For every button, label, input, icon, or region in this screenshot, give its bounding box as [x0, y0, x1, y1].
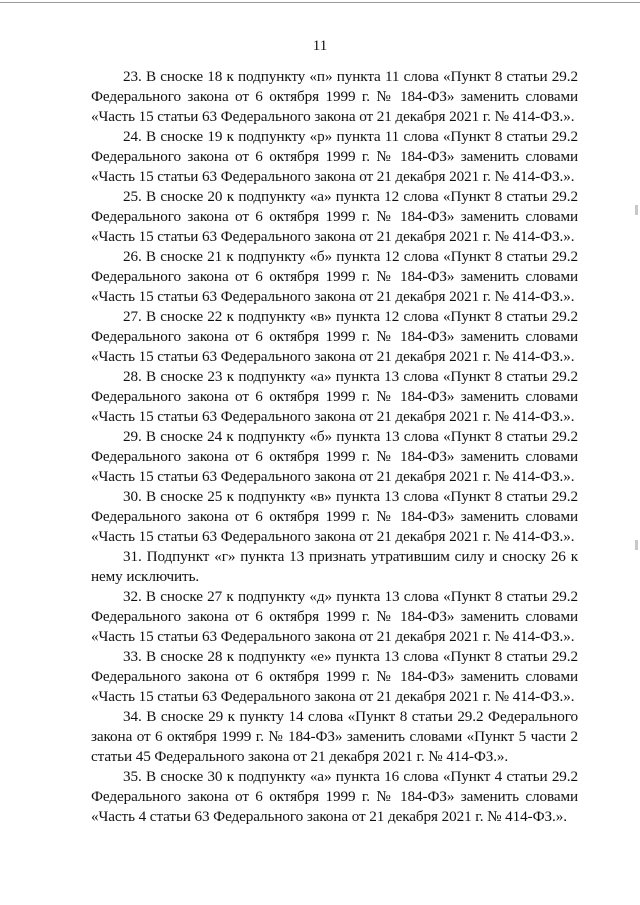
scan-top-edge [0, 2, 640, 3]
paragraph-30: 30. В сноске 25 к подпункту «в» пункта 13 слова «Пункт 8 статьи 29.2 Федерального закона от 6 октября 1999 г. № 184-ФЗ» заменить словами «Часть 15 статьи 63 Федерального закона от 21 декабря 2021 г. № 414-ФЗ.». [91, 488, 578, 545]
paragraph-31: 31. Подпункт «г» пункта 13 признать утратившим силу и сноску 26 к нему исключить. [91, 548, 578, 585]
paragraph-27: 27. В сноске 22 к подпункту «в» пункта 12 слова «Пункт 8 статьи 29.2 Федерального закона от 6 октября 1999 г. № 184-ФЗ» заменить словами «Часть 15 статьи 63 Федерального закона от 21 декабря 2021 г. № 414-ФЗ.». [91, 308, 578, 365]
document-body [91, 67, 578, 827]
paragraph-25: 25. В сноске 20 к подпункту «а» пункта 12 слова «Пункт 8 статьи 29.2 Федерального закона от 6 октября 1999 г. № 184-ФЗ» заменить словами «Часть 15 статьи 63 Федерального закона от 21 декабря 2021 г. № 414-ФЗ.». [91, 188, 578, 245]
paragraph-32: 32. В сноске 27 к подпункту «д» пункта 13 слова «Пункт 8 статьи 29.2 Федерального закона от 6 октября 1999 г. № 184-ФЗ» заменить словами «Часть 15 статьи 63 Федерального закона от 21 декабря 2021 г. № 414-ФЗ.». [91, 588, 578, 645]
paragraph-34: 34. В сноске 29 к пункту 14 слова «Пункт 8 статьи 29.2 Федерального закона от 6 октября 1999 г. № 184-ФЗ» заменить словами «Пункт 5 части 2 статьи 45 Федерального закона от 21 декабря 2021 г. № 414-ФЗ.». [91, 708, 578, 765]
scan-margin-mark [635, 540, 638, 550]
paragraph-26: 26. В сноске 21 к подпункту «б» пункта 12 слова «Пункт 8 статьи 29.2 Федерального закона от 6 октября 1999 г. № 184-ФЗ» заменить словами «Часть 15 статьи 63 Федерального закона от 21 декабря 2021 г. № 414-ФЗ.». [91, 248, 578, 305]
paragraph-33: 33. В сноске 28 к подпункту «е» пункта 13 слова «Пункт 8 статьи 29.2 Федерального закона от 6 октября 1999 г. № 184-ФЗ» заменить словами «Часть 15 статьи 63 Федерального закона от 21 декабря 2021 г. № 414-ФЗ.». [91, 648, 578, 705]
page-number: 11 [312, 38, 328, 54]
paragraph-23: 23. В сноске 18 к подпункту «п» пункта 11 слова «Пункт 8 статьи 29.2 Федерального закона от 6 октября 1999 г. № 184-ФЗ» заменить словами «Часть 15 статьи 63 Федерального закона от 21 декабря 2021 г. № 414-ФЗ.». [91, 68, 578, 125]
paragraph-24: 24. В сноске 19 к подпункту «р» пункта 11 слова «Пункт 8 статьи 29.2 Федерального закона от 6 октября 1999 г. № 184-ФЗ» заменить словами «Часть 15 статьи 63 Федерального закона от 21 декабря 2021 г. № 414-ФЗ.». [91, 128, 578, 185]
paragraph-28: 28. В сноске 23 к подпункту «а» пункта 13 слова «Пункт 8 статьи 29.2 Федерального закона от 6 октября 1999 г. № 184-ФЗ» заменить словами «Часть 15 статьи 63 Федерального закона от 21 декабря 2021 г. № 414-ФЗ.». [91, 368, 578, 425]
scan-margin-mark [635, 205, 638, 215]
paragraph-35: 35. В сноске 30 к подпункту «а» пункта 16 слова «Пункт 4 статьи 29.2 Федерального закона от 6 октября 1999 г. № 184-ФЗ» заменить словами «Часть 4 статьи 63 Федерального закона от 21 декабря 2021 г. № 414-ФЗ.». [91, 768, 578, 825]
paragraph-29: 29. В сноске 24 к подпункту «б» пункта 13 слова «Пункт 8 статьи 29.2 Федерального закона от 6 октября 1999 г. № 184-ФЗ» заменить словами «Часть 15 статьи 63 Федерального закона от 21 декабря 2021 г. № 414-ФЗ.». [91, 428, 578, 485]
